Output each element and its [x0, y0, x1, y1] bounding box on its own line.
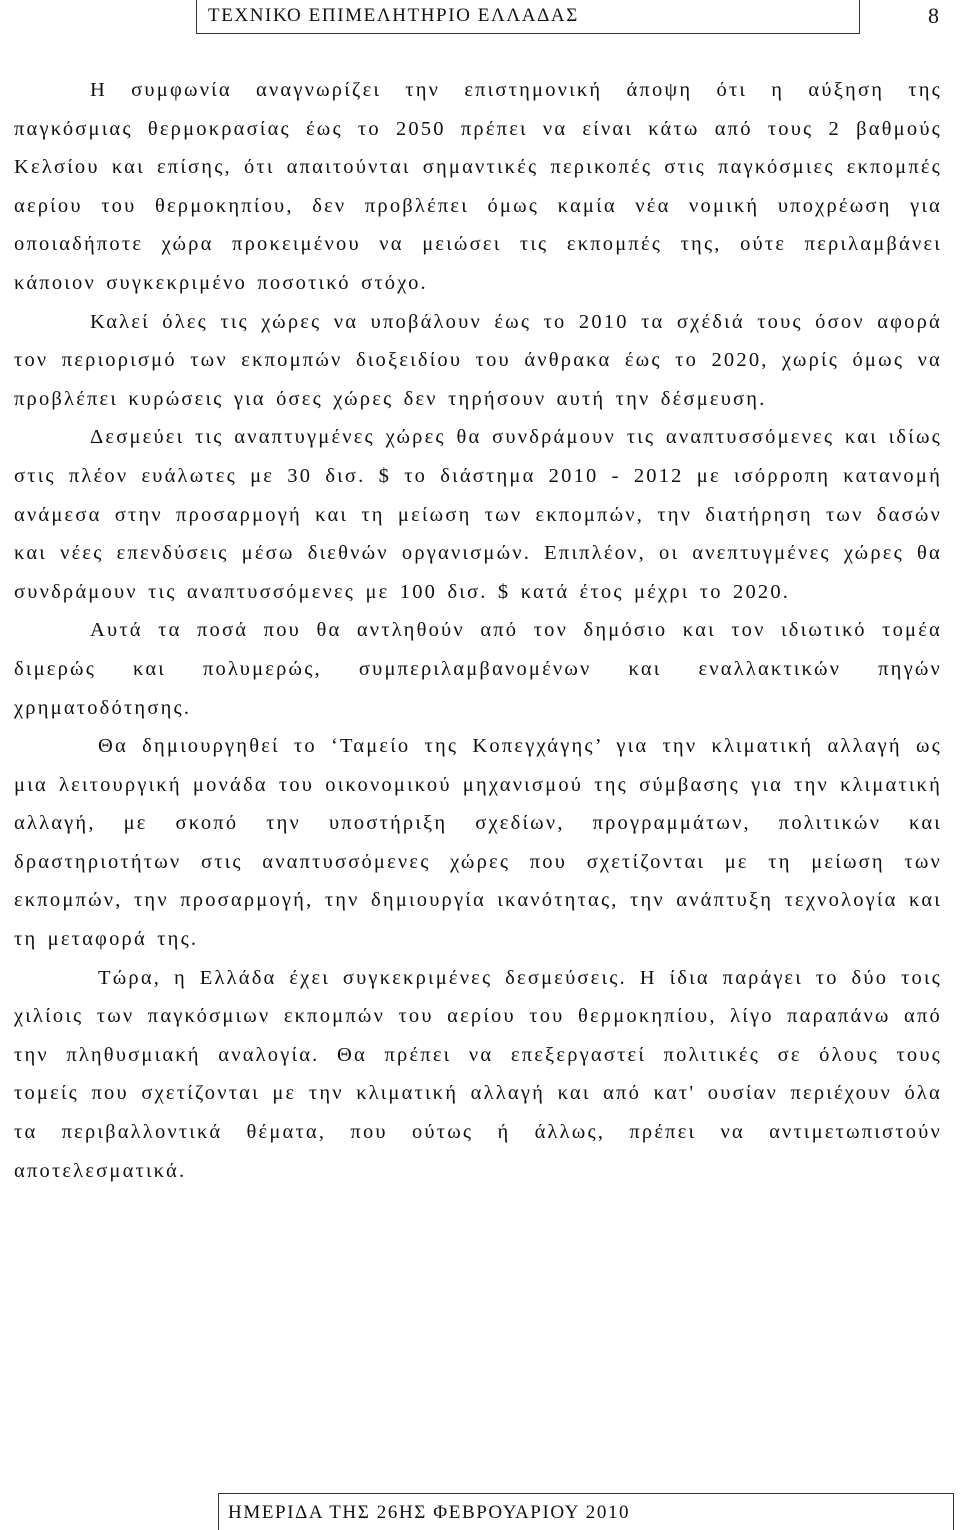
paragraph-1: Η συμφωνία αναγνωρίζει την επιστημονική άποψη ότι η αύξηση της παγκόσμιας θερμοκρασίας έως το 2050 πρέπει να είναι κάτω από τους 2 βαθμούς Κελσίου και επίσης, ότι απαιτούνται σημαντικές περικοπές στις παγκόσμιες εκπομπές αερίου του θερμοκηπίου, δεν προβλέπει όμως καμία νέα νομική υποχρέωση για οποιαδήποτε χώρα προκειμένου να μειώσει τις εκπομπές της, ούτε περιλαμβάνει κάποιον συγκεκριμένο ποσοτικό στόχο.: [14, 79, 942, 294]
paragraph-6: Τώρα, η Ελλάδα έχει συγκεκριμένες δεσμεύσεις. Η ίδια παράγει το δύο τοις χιλίοις των παγκόσμιων εκπομπών του αερίου του θερμοκηπίου, λίγο παραπάνω από την πληθυσμιακή αναλογία. Θα πρέπει να επεξεργαστεί πολιτικές σε όλους τους τομείς που σχετίζονται με την κλιματική αλλαγή και από κατ' ουσίαν περιέχουν όλα τα περιβαλλοντικά θέματα, που ούτως ή άλλως, πρέπει να αντιμετωπιστούν αποτελεσματικά.: [14, 966, 942, 1182]
header-title: ΤΕΧΝΙΚΟ ΕΠΙΜΕΛΗΤΗΡΙΟ ΕΛΛΑΔΑΣ: [208, 5, 579, 26]
paragraph-5: Θα δημιουργηθεί το ‘Ταμείο της Κοπεγχάγης’ για την κλιματική αλλαγή ως μια λειτουργική μονάδα του οικονομικού μηχανισμού της σύμβασης για την κλιματική αλλαγή, με σκοπό την υποστήριξη σχεδίων, προγραμμάτων, πολιτικών και δραστηριοτήτων στις αναπτυσσόμενες χώρες που σχετίζονται με τη μείωση των εκπομπών, την προσαρμογή, την δημιουργία ικανότητας, την ανάπτυξη τεχνολογία και τη μεταφορά της.: [14, 735, 942, 951]
paragraph-4: Αυτά τα ποσά που θα αντληθούν από τον δημόσιο και τον ιδιωτικό τομέα διμερώς και πολυμερώς, συμπεριλαμβανομένων και εναλλακτικών πηγών χρηματοδότησης.: [14, 619, 942, 719]
page-number: 8: [928, 3, 939, 28]
document-body: [14, 71, 942, 1190]
paragraph-3: Δεσμεύει τις αναπτυγμένες χώρες θα συνδράμουν τις αναπτυσσόμενες και ιδίως στις πλέον ευάλωτες με 30 δισ. $ το διάστημα 2010 - 2012 με ισόρροπη κατανομή ανάμεσα στην προσαρμογή και τη μείωση των εκπομπών, την διατήρηση των δασών και νέες επενδύσεις μέσω διεθνών οργανισμών. Επιπλέον, οι ανεπτυγμένες χώρες θα συνδράμουν τις αναπτυσσόμενες με 100 δισ. $ κατά έτος μέχρι το 2020.: [14, 426, 942, 603]
paragraph-2: Καλεί όλες τις χώρες να υποβάλουν έως το 2010 τα σχέδιά τους όσον αφορά τον περιορισμό των εκπομπών διοξειδίου του άνθρακα έως το 2020, χωρίς όμως να προβλέπει κυρώσεις για όσες χώρες δεν τηρήσουν αυτή την δέσμευση.: [14, 310, 942, 410]
footer-text: ΗΜΕΡΙΔΑ ΤΗΣ 26ΗΣ ΦΕΒΡΟΥΑΡΙΟΥ 2010: [228, 1502, 631, 1523]
